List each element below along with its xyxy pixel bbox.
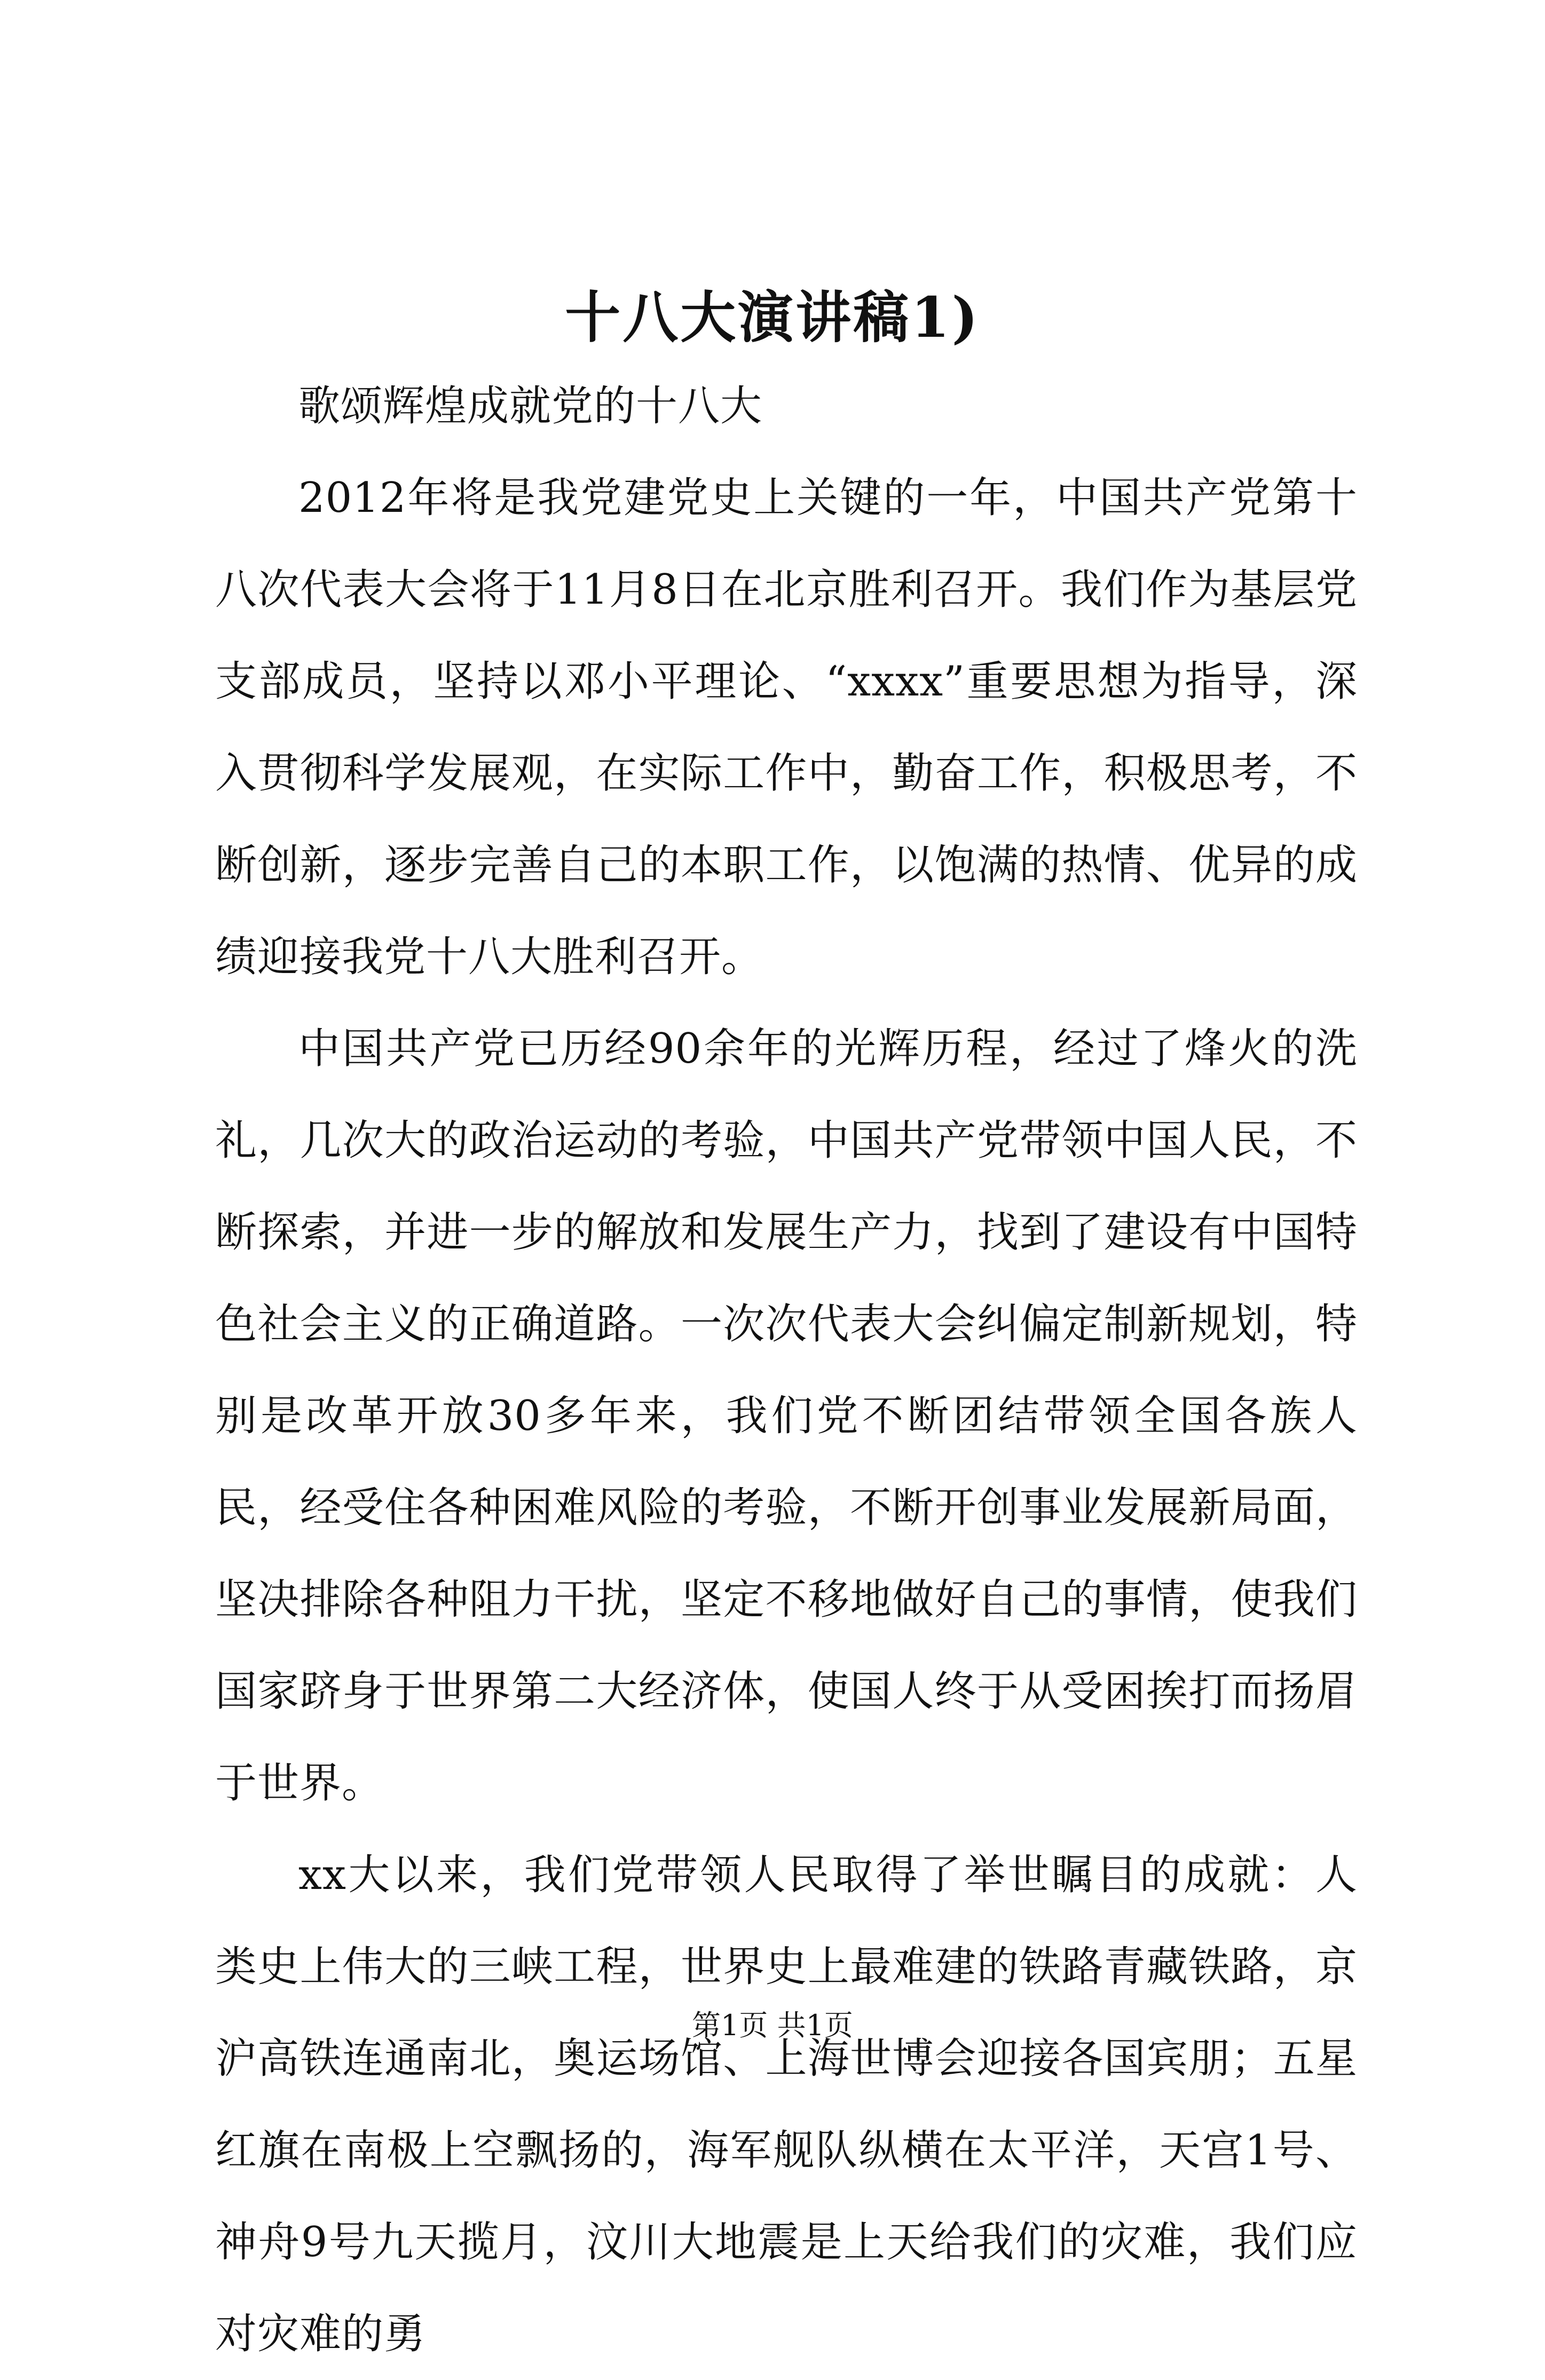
document-title: 十八大演讲稿1) <box>565 284 980 350</box>
paragraph: 2012年将是我党建党史上关键的一年，中国共产党第十八次代表大会将于11月8日在北京胜利召开。我们作为基层党支部成员，坚持以邓小平理论、“xxxx”重要思想为指导，深入贯彻科学发展观，在实际工作中，勤奋工作，积极思考，不断创新，逐步完善自己的本职工作，以饱满的热情、优异的成绩迎接我党十八大胜利召开。 <box>215 474 1358 981</box>
page-footer: 第1页 共1页 <box>692 2009 853 2042</box>
paragraph: 中国共产党已历经90余年的光辉历程，经过了烽火的洗礼，几次大的政治运动的考验，中国共产党带领中国人民，不断探索，并进一步的解放和发展生产力，找到了建设有中国特色社会主义的正确道路。一次次代表大会纠偏定制新规划，特别是改革开放30多年来，我们党不断团结带领全国各族人民，经受住各种困难风险的考验，不断开创事业发展新局面，坚决排除各种阻力干扰，坚定不移地做好自己的事情，使我们国家跻身于世界第二大经济体，使国人终于从受困挨打而扬眉于世界。 <box>215 1025 1358 1807</box>
document-body <box>215 360 1358 2380</box>
paragraph: xx大以来，我们党带领人民取得了举世瞩目的成就：人类史上伟大的三峡工程，世界史上最难建的铁路青藏铁路，京沪高铁连通南北，奥运场馆、上海世博会迎接各国宾朋；五星红旗在南极上空飘扬的，海军舰队纵横在太平洋，天宫1号、神舟9号九天揽月，汶川大地震是上天给我们的灾难，我们应对灾难的勇 <box>215 1851 1358 2358</box>
paragraph-subtitle: 歌颂辉煌成就党的十八大 <box>298 382 763 430</box>
